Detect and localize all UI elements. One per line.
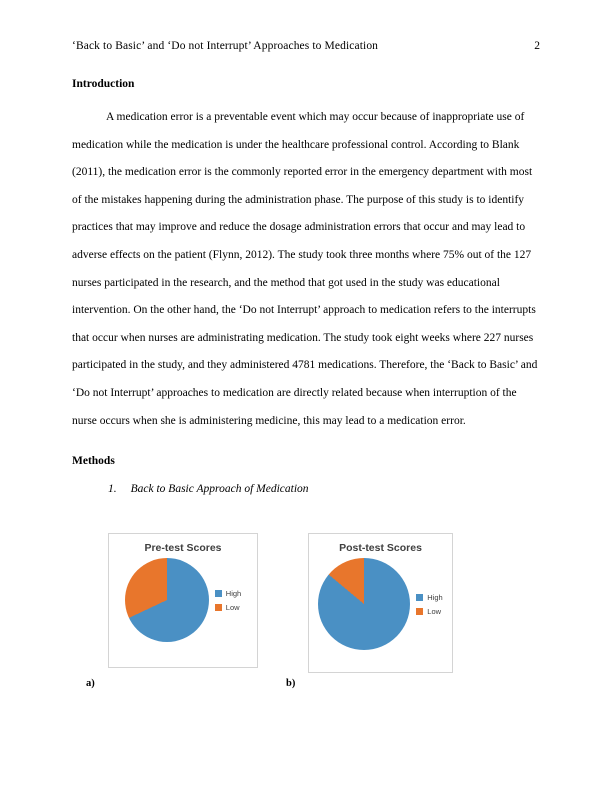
post-test-chart-title: Post-test Scores bbox=[339, 542, 422, 555]
legend-label-low: Low bbox=[427, 606, 442, 616]
page-number: 2 bbox=[534, 40, 540, 52]
list-number: 1. bbox=[108, 483, 117, 496]
legend-label-low: Low bbox=[225, 602, 240, 612]
legend-swatch-low bbox=[416, 608, 423, 615]
page-header bbox=[72, 40, 540, 52]
methods-heading: Methods bbox=[72, 455, 115, 468]
legend-item-low bbox=[416, 607, 442, 616]
running-head: ‘Back to Basic’ and ‘Do not Interrupt’ Approaches to Medication bbox=[72, 40, 379, 52]
post-test-legend bbox=[416, 593, 442, 616]
legend-swatch-high bbox=[416, 594, 423, 601]
legend-label-high: High bbox=[427, 592, 443, 602]
figure-label-a: a) bbox=[86, 678, 95, 690]
legend-item-high bbox=[215, 589, 241, 598]
list-item-label: Back to Basic Approach of Medication bbox=[130, 483, 309, 496]
legend-item-high bbox=[416, 593, 442, 602]
figure-a bbox=[108, 533, 258, 668]
pre-test-chart-card bbox=[108, 533, 258, 668]
post-test-chart-body bbox=[315, 558, 446, 650]
figures-row bbox=[72, 533, 540, 693]
introduction-paragraph bbox=[72, 104, 540, 435]
methods-list-item bbox=[108, 483, 540, 495]
legend-label-high: High bbox=[225, 588, 242, 598]
post-test-chart-card bbox=[308, 533, 453, 673]
pre-test-chart-title: Pre-test Scores bbox=[144, 542, 222, 555]
legend-swatch-low bbox=[215, 604, 222, 611]
post-test-pie bbox=[318, 558, 410, 650]
pre-test-legend bbox=[215, 589, 241, 612]
figure-label-b: b) bbox=[286, 678, 296, 690]
pre-test-chart-body bbox=[115, 558, 251, 642]
introduction-text: A medication error is a preventable event which may occur because of inappropriate use of medication while the medication is under the healthcare professional control. According to Blank (2011), the medication error is the commonly reported error in the emergency department with most of the mistakes happening during the administration phase. The purpose of this study is to identify practices that may improve and reduce the dosage administration errors that occur and may lead to adverse effects on the patient (Flynn, 2012). The study took three months where 75% out of the 127 nurses participated in the research, and the method that got used in the study was educational intervention. On the other hand, the ‘Do not Interrupt’ approach to medication refers to the interrupts that occur when nurses are administrating medication. The study took eight weeks where 227 nurses participated in the study, and they administered 4781 medications. Therefore, the ‘Back to Basic’ and ‘Do not Interrupt’ approaches to medication are directly related because when interruption of the nurse occurs when she is administering medicine, this may lead to a medication error. bbox=[72, 111, 538, 427]
legend-item-low bbox=[215, 603, 241, 612]
pre-test-pie bbox=[125, 558, 209, 642]
legend-swatch-high bbox=[215, 590, 222, 597]
introduction-heading: Introduction bbox=[72, 78, 135, 90]
figure-b bbox=[308, 533, 453, 673]
